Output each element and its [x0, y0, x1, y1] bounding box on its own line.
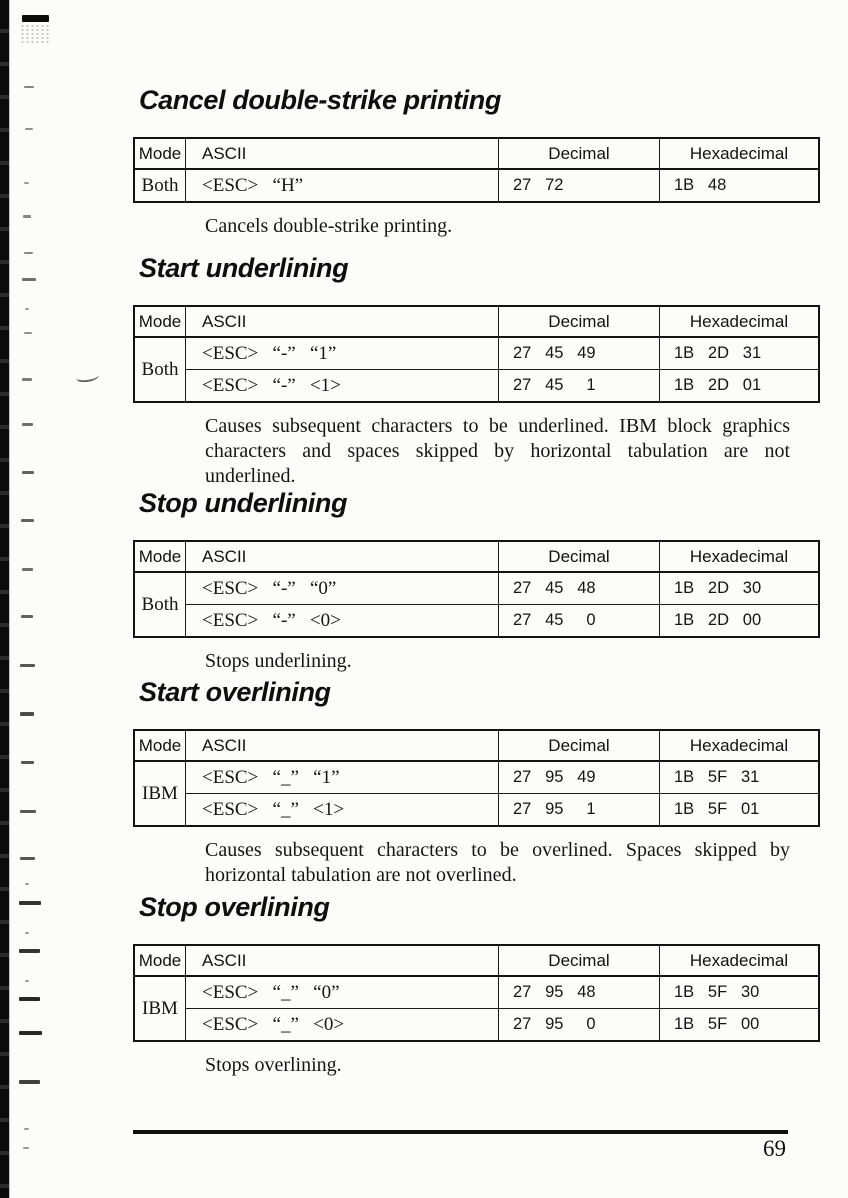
mode-cell: IBM — [134, 761, 186, 826]
table-row — [134, 370, 819, 403]
col-header-hexadecimal: Hexadecimal — [660, 138, 820, 169]
binding-edge-strip — [0, 0, 9, 1198]
decimal-cell: 27 45 49 — [499, 337, 660, 370]
section-title: Start underlining — [139, 253, 349, 283]
binding-mark — [25, 980, 29, 982]
binding-mark — [19, 1080, 40, 1084]
table-row — [134, 605, 819, 638]
ascii-cell: <ESC> “-” “1” — [186, 337, 499, 370]
command-table — [133, 540, 820, 638]
section-description: Causes subsequent characters to be overlined. Spaces skipped by horizontal tabulation are not overlined. — [205, 839, 790, 886]
ascii-cell: <ESC> “_” “1” — [186, 761, 499, 794]
command-table — [133, 944, 820, 1042]
ascii-cell: <ESC> “-” <0> — [186, 605, 499, 638]
section-start-underlining — [133, 252, 790, 489]
section-description: Cancels double-strike printing. — [205, 215, 453, 237]
section-title: Stop underlining — [139, 488, 348, 518]
ascii-cell: <ESC> “-” “0” — [186, 572, 499, 605]
command-table — [133, 305, 820, 403]
hex-cell: 1B 48 — [660, 169, 820, 202]
col-header-decimal: Decimal — [499, 945, 660, 976]
col-header-hexadecimal: Hexadecimal — [660, 730, 820, 761]
col-header-decimal: Decimal — [499, 541, 660, 572]
col-header-ascii: ASCII — [186, 138, 499, 169]
binding-mark — [24, 252, 33, 254]
hex-cell: 1B 5F 31 — [660, 761, 820, 794]
binding-mark — [25, 932, 29, 934]
section-stop-underlining — [133, 487, 790, 674]
hex-cell: 1B 2D 30 — [660, 572, 820, 605]
section-stop-overlining — [133, 891, 790, 1078]
hex-cell: 1B 5F 00 — [660, 1009, 820, 1042]
binding-mark — [21, 519, 34, 522]
binding-mark — [19, 949, 40, 953]
binding-mark — [22, 568, 33, 571]
decimal-cell: 27 45 0 — [499, 605, 660, 638]
hex-cell: 1B 5F 30 — [660, 976, 820, 1009]
binding-mark — [25, 883, 29, 885]
decimal-cell: 27 72 — [499, 169, 660, 202]
page-number: 69 — [763, 1136, 786, 1161]
col-header-hexadecimal: Hexadecimal — [660, 945, 820, 976]
col-header-decimal: Decimal — [499, 306, 660, 337]
mode-cell: Both — [134, 169, 186, 202]
mode-cell: Both — [134, 337, 186, 402]
decimal-cell: 27 45 48 — [499, 572, 660, 605]
command-table — [133, 137, 820, 203]
table-row — [134, 794, 819, 827]
col-header-ascii: ASCII — [186, 541, 499, 572]
scan-pen-mark — [76, 370, 100, 383]
mode-cell: Both — [134, 572, 186, 637]
binding-mark — [22, 278, 36, 281]
decimal-cell: 27 95 49 — [499, 761, 660, 794]
section-start-overlining — [133, 676, 790, 888]
section-description: Stops underlining. — [205, 650, 352, 672]
col-header-mode: Mode — [134, 138, 186, 169]
ascii-cell: <ESC> “-” <1> — [186, 370, 499, 403]
binding-mark — [24, 332, 32, 334]
section-description: Causes subsequent characters to be underlined. IBM block graphics characters and spaces skipped by horizontal tabulation are not underlined. — [205, 415, 790, 487]
scan-smudge-speckle — [20, 24, 51, 43]
binding-mark — [25, 308, 29, 310]
ascii-cell: <ESC> “H” — [186, 169, 499, 202]
binding-mark — [21, 615, 33, 618]
decimal-cell: 27 45 1 — [499, 370, 660, 403]
binding-mark — [21, 761, 34, 764]
decimal-cell: 27 95 1 — [499, 794, 660, 827]
col-header-ascii: ASCII — [186, 306, 499, 337]
binding-mark — [19, 901, 41, 905]
col-header-decimal: Decimal — [499, 138, 660, 169]
table-row — [134, 572, 819, 605]
decimal-cell: 27 95 0 — [499, 1009, 660, 1042]
scan-smudge-stamp — [22, 15, 49, 22]
col-header-mode: Mode — [134, 945, 186, 976]
section-title: Cancel double-strike printing — [139, 85, 501, 115]
table-row — [134, 337, 819, 370]
col-header-hexadecimal: Hexadecimal — [660, 306, 820, 337]
decimal-cell: 27 95 48 — [499, 976, 660, 1009]
binding-mark — [24, 1128, 29, 1130]
table-row — [134, 169, 819, 202]
command-table — [133, 729, 820, 827]
col-header-ascii: ASCII — [186, 730, 499, 761]
section-title: Stop overlining — [139, 892, 330, 922]
binding-mark — [19, 1031, 42, 1035]
binding-mark — [20, 810, 36, 813]
col-header-hexadecimal: Hexadecimal — [660, 541, 820, 572]
footer-rule — [133, 1130, 788, 1134]
hex-cell: 1B 2D 00 — [660, 605, 820, 638]
col-header-mode: Mode — [134, 306, 186, 337]
col-header-mode: Mode — [134, 730, 186, 761]
binding-mark — [23, 215, 31, 218]
hex-cell: 1B 2D 31 — [660, 337, 820, 370]
binding-mark — [24, 182, 29, 184]
hex-cell: 1B 5F 01 — [660, 794, 820, 827]
binding-mark — [22, 471, 34, 474]
mode-cell: IBM — [134, 976, 186, 1041]
binding-mark — [19, 997, 40, 1001]
ascii-cell: <ESC> “_” <0> — [186, 1009, 499, 1042]
binding-mark — [23, 1147, 29, 1149]
section-description: Stops overlining. — [205, 1054, 342, 1076]
table-row — [134, 761, 819, 794]
binding-mark — [20, 857, 35, 860]
section-title: Start overlining — [139, 677, 331, 707]
binding-mark — [20, 712, 34, 716]
table-row — [134, 1009, 819, 1042]
col-header-decimal: Decimal — [499, 730, 660, 761]
section-cancel-double-strike — [133, 84, 790, 239]
hex-cell: 1B 2D 01 — [660, 370, 820, 403]
binding-mark — [20, 664, 35, 667]
binding-mark — [25, 128, 33, 130]
binding-mark — [22, 423, 33, 426]
ascii-cell: <ESC> “_” “0” — [186, 976, 499, 1009]
col-header-ascii: ASCII — [186, 945, 499, 976]
binding-mark — [22, 378, 32, 381]
ascii-cell: <ESC> “_” <1> — [186, 794, 499, 827]
table-row — [134, 976, 819, 1009]
binding-mark — [24, 86, 34, 88]
col-header-mode: Mode — [134, 541, 186, 572]
